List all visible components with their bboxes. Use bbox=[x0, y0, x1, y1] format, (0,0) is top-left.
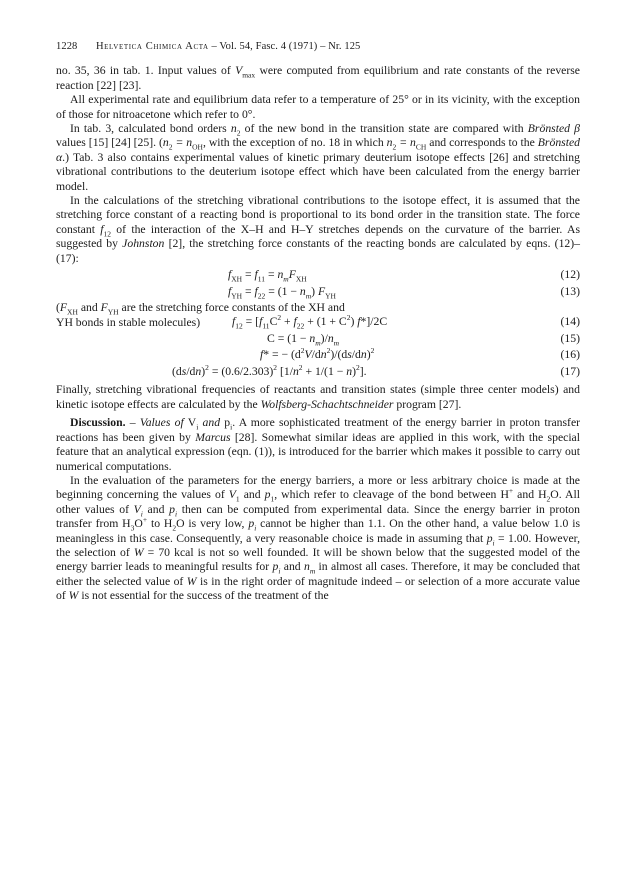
equation-14-expr: $f_{12} = [f_{11}C^2 + f_{22} + (1 + C^2)$ f*]/2C bbox=[232, 313, 388, 331]
discussion-heading: Discussion. bbox=[70, 416, 126, 430]
equation-12 bbox=[56, 267, 580, 284]
equation-17 bbox=[56, 364, 580, 381]
running-header bbox=[56, 40, 580, 54]
journal-name: Helvetica Chimica Acta bbox=[96, 41, 209, 52]
paragraph-5: ($F_{XH}$ and $F_{YH}$ are the stretching force constants of the XH and YH bonds in stable molecules) bbox=[56, 301, 345, 329]
paragraph-3: In tab. 3, calculated bond orders $n_2$ of the new bond in the transition state are compared with Brönsted β values [15] [24] [25]. ($n_2 = n_{OH}$, with the exception of no. 18 in which $n_2 = n_{CH}$ and corresponds to the Brönsted α.) Tab. 3 also contains experimental values of kinetic primary deuterium isotope effects [26] and stretching vibrational contributions to the deuterium isotope effect which have been calculated from the energy barrier model. bbox=[56, 122, 581, 193]
paragraph-8: In the evaluation of the parameters for the energy barriers, a more or less arbitrary choice is made at the beginning concerning the values of $V_1$ and $p_1$, which refer to cleavage of the bond between H+ and $H_2O$. All other values of $V_i$ and $p_i$ then can be computed from experimental data. Since the energy barrier in proton transfer from $H_3O^+$ to $H_2O$ is very low, $p_i$ cannot be higher than 1.1. On the other hand, a value below 1.0 is meaningless in this case. Consequently, a very reasonable choice is made in assuming that $p_i = 1.00$. However, the selection of W = 70 kcal is not so well founded. It will be shown below that the suggested model of the energy barrier leads to meaningful results for $p_i$ and $n_m$ in almost all cases. Therefore, it may be concluded that either the selected value of W is in the right order of magnitude indeed – or selection of a more accurate value of W is not essential for the success of the treatment of the bbox=[56, 473, 581, 603]
equation-12-number: (12) bbox=[560, 268, 580, 282]
equation-12-expr: $f_{XH} = f_{11} = n_mF_{XH}$ bbox=[228, 268, 307, 284]
equation-17-expr: $(ds/dn)^2 = (0.6/2.303)^2$ $[1/n^2 + 1/(1 - n)^2]$. bbox=[172, 362, 367, 378]
paragraph-1: no. 35, 36 in tab. 1. Input values of $V_{max}$ were computed from equilibrium and rate constants of the reverse reaction [22] [23]. bbox=[56, 64, 580, 92]
equation-14-number: (14) bbox=[560, 315, 580, 329]
equation-15 bbox=[56, 331, 580, 348]
discussion-subheading: Values of bbox=[139, 416, 184, 430]
paragraph-4: In the calculations of the stretching vibrational contributions to the isotope effect, it is assumed that the stretching force constant of a reacting bond is proportional to its bond order in the transition state. The force constant $f_{12}$ of the interaction of the X–H and H–Y stretches depends on the curvature of the barrier. As suggested by Johnston [2], the stretching force constants of the reacting bonds are calculated by eqns. (12)–(17): bbox=[56, 194, 580, 265]
page bbox=[56, 40, 580, 604]
paragraph-6: Finally, stretching vibrational frequencies of reactants and transition states (simple three center models) and kinetic isotope effects are calculated by the Wolfsberg-Schachtschneider program [27]. bbox=[56, 383, 580, 411]
equation-16 bbox=[56, 347, 580, 364]
equation-13-number: (13) bbox=[560, 284, 580, 298]
page-number: 1228 bbox=[56, 41, 78, 52]
equation-15-expr: $C = (1 - n_m)/n_m$ bbox=[267, 331, 340, 348]
equation-13 bbox=[56, 284, 580, 301]
equation-17-number: (17) bbox=[560, 364, 580, 378]
equation-14 bbox=[56, 314, 580, 331]
journal-line bbox=[96, 40, 580, 54]
equation-16-number: (16) bbox=[560, 348, 580, 362]
equation-15-number: (15) bbox=[560, 331, 580, 345]
equation-16-expr: f* = − $(d^2V/dn^2)/(ds/dn)^2$ bbox=[260, 346, 375, 362]
discussion-paragraph: Discussion. – Values of $V_i$ and $p_i$. A more sophisticated treatment of the energy barrier in proton transfer reactions has been given by Marcus [28]. Somewhat similar ideas are applied in this work, with the special feature that an analytical expression (eqn. (1)), is introduced for the barrier which makes it possible to carry out numerical computations. bbox=[56, 416, 581, 473]
equation-13-expr: $f_{YH} = f_{22} = (1 - n_m)$ $F_{YH}$ bbox=[228, 284, 336, 301]
volume-info: – Vol. 54, Fasc. 4 (1971) – Nr. 125 bbox=[211, 41, 361, 52]
paragraph-2: All experimental rate and equilibrium data refer to a temperature of 25° or in its vicinity, with the exception of those for nitroacetone which refer to 0°. bbox=[56, 93, 580, 121]
